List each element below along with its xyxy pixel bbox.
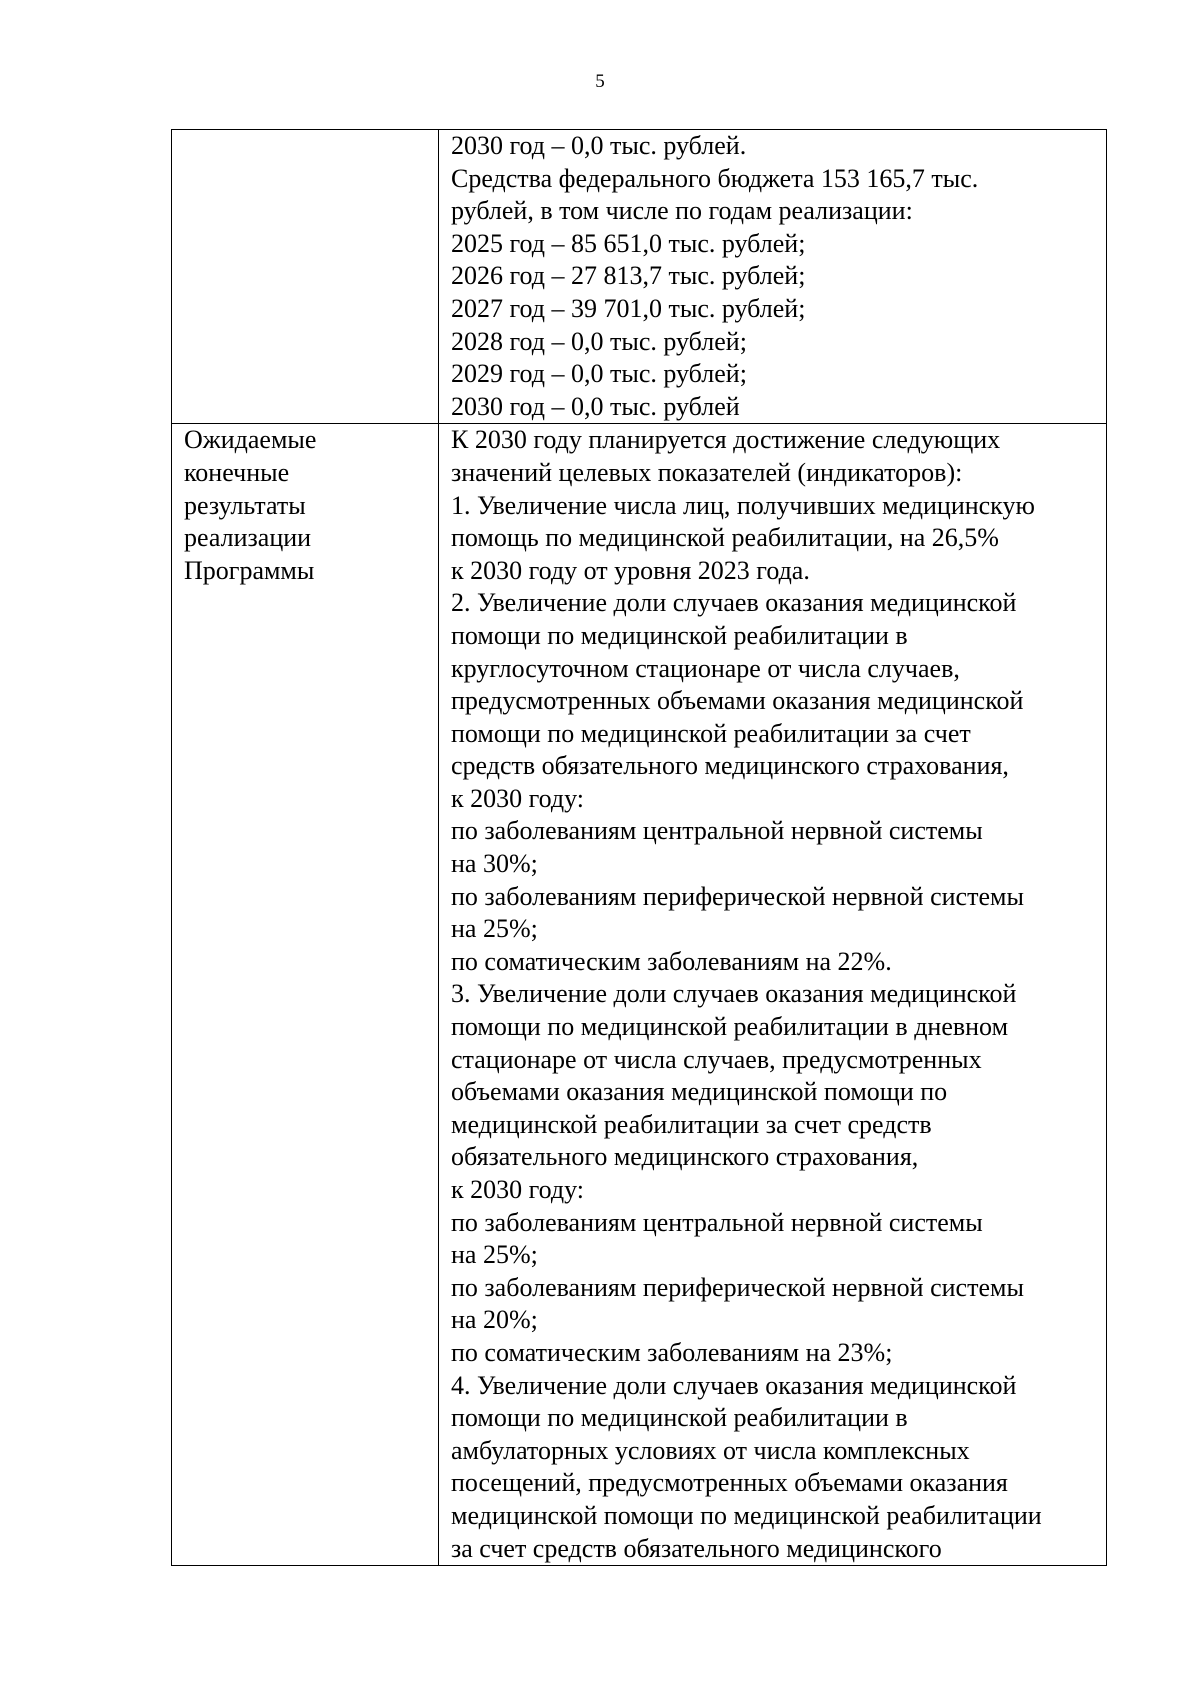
- text-line: реализации: [184, 523, 312, 553]
- text-line: к 2030 году от уровня 2023 года.: [451, 555, 810, 585]
- text-line: результаты: [184, 490, 306, 520]
- text-line: на 20%;: [451, 1305, 538, 1335]
- page-number: 5: [595, 71, 605, 92]
- table-row-expected-results: [172, 424, 1107, 1566]
- text-line: амбулаторных условиях от числа комплексных: [451, 1435, 970, 1465]
- text-line: 4. Увеличение доли случаев оказания медицинской: [451, 1370, 1017, 1400]
- text-line: Ожидаемые: [184, 425, 317, 455]
- text-line: Средства федерального бюджета 153 165,7 тыс.: [451, 163, 979, 193]
- text-line: помощи по медицинской реабилитации за счет: [451, 718, 971, 748]
- text-line: 2026 год – 27 813,7 тыс. рублей;: [451, 261, 806, 291]
- text-line: помощи по медицинской реабилитации в: [451, 1403, 908, 1433]
- row-content-cell: [439, 424, 1107, 1566]
- text-line: конечные: [184, 457, 290, 487]
- text-line: Программы: [184, 555, 315, 585]
- text-line: 3. Увеличение доли случаев оказания медицинской: [451, 979, 1017, 1009]
- text-line: 1. Увеличение числа лиц, получивших медицинскую: [451, 490, 1035, 520]
- text-line: средств обязательного медицинского страхования,: [451, 751, 1009, 781]
- text-line: 2030 год – 0,0 тыс. рублей: [451, 391, 740, 421]
- text-line: к 2030 году:: [451, 1175, 585, 1204]
- text-line: по соматическим заболеваниям на 23%;: [451, 1337, 893, 1367]
- text-line: медицинской реабилитации за счет средств: [451, 1109, 932, 1139]
- text-line: посещений, предусмотренных объемами оказания: [451, 1468, 1008, 1498]
- row-label-cell: [172, 424, 439, 1566]
- row-label-cell: [172, 130, 439, 424]
- table-row-funding: [172, 130, 1107, 424]
- text-line: рублей, в том числе по годам реализации:: [451, 196, 913, 226]
- text-line: 2. Увеличение доли случаев оказания медицинской: [451, 588, 1017, 618]
- text-line: на 25%;: [451, 914, 538, 944]
- text-line: 2028 год – 0,0 тыс. рублей;: [451, 326, 747, 356]
- text-line: 2027 год – 39 701,0 тыс. рублей;: [451, 293, 806, 323]
- text-line: предусмотренных объемами оказания медицинской: [451, 686, 1024, 716]
- text-line: по заболеваниям периферической нервной системы: [451, 1272, 1024, 1302]
- text-line: 2025 год – 85 651,0 тыс. рублей;: [451, 228, 806, 258]
- text-line: по заболеваниям центральной нервной системы: [451, 816, 983, 846]
- text-line: к 2030 году:: [451, 783, 585, 813]
- text-line: помощи по медицинской реабилитации в дневном: [451, 1012, 1009, 1042]
- text-line: медицинской помощи по медицинской реабилитации: [451, 1500, 1042, 1530]
- text-line: на 30%;: [451, 849, 538, 879]
- text-line: объемами оказания медицинской помощи по: [451, 1077, 948, 1107]
- text-line: по заболеваниям периферической нервной системы: [451, 881, 1024, 911]
- text-line: по соматическим заболеваниям на 22%.: [451, 946, 892, 976]
- passport-table: [171, 129, 1107, 1566]
- text-line: значений целевых показателей (индикаторов):: [451, 457, 963, 487]
- text-line: круглосуточном стационаре от числа случаев,: [451, 653, 960, 683]
- text-line: помощь по медицинской реабилитации, на 26,5%: [451, 523, 999, 553]
- text-line: обязательного медицинского страхования,: [451, 1142, 919, 1172]
- text-line: стационаре от числа случаев, предусмотренных: [451, 1044, 982, 1074]
- text-line: 2030 год – 0,0 тыс. рублей.: [451, 131, 747, 160]
- text-line: за счет средств обязательного медицинского: [451, 1533, 942, 1563]
- text-line: 2029 год – 0,0 тыс. рублей;: [451, 359, 747, 389]
- text-line: помощи по медицинской реабилитации в: [451, 620, 908, 650]
- text-line: на 25%;: [451, 1240, 538, 1270]
- text-line: по заболеваниям центральной нервной системы: [451, 1207, 983, 1237]
- row-content-cell: [439, 130, 1107, 424]
- text-line: К 2030 году планируется достижение следующих: [451, 425, 1001, 455]
